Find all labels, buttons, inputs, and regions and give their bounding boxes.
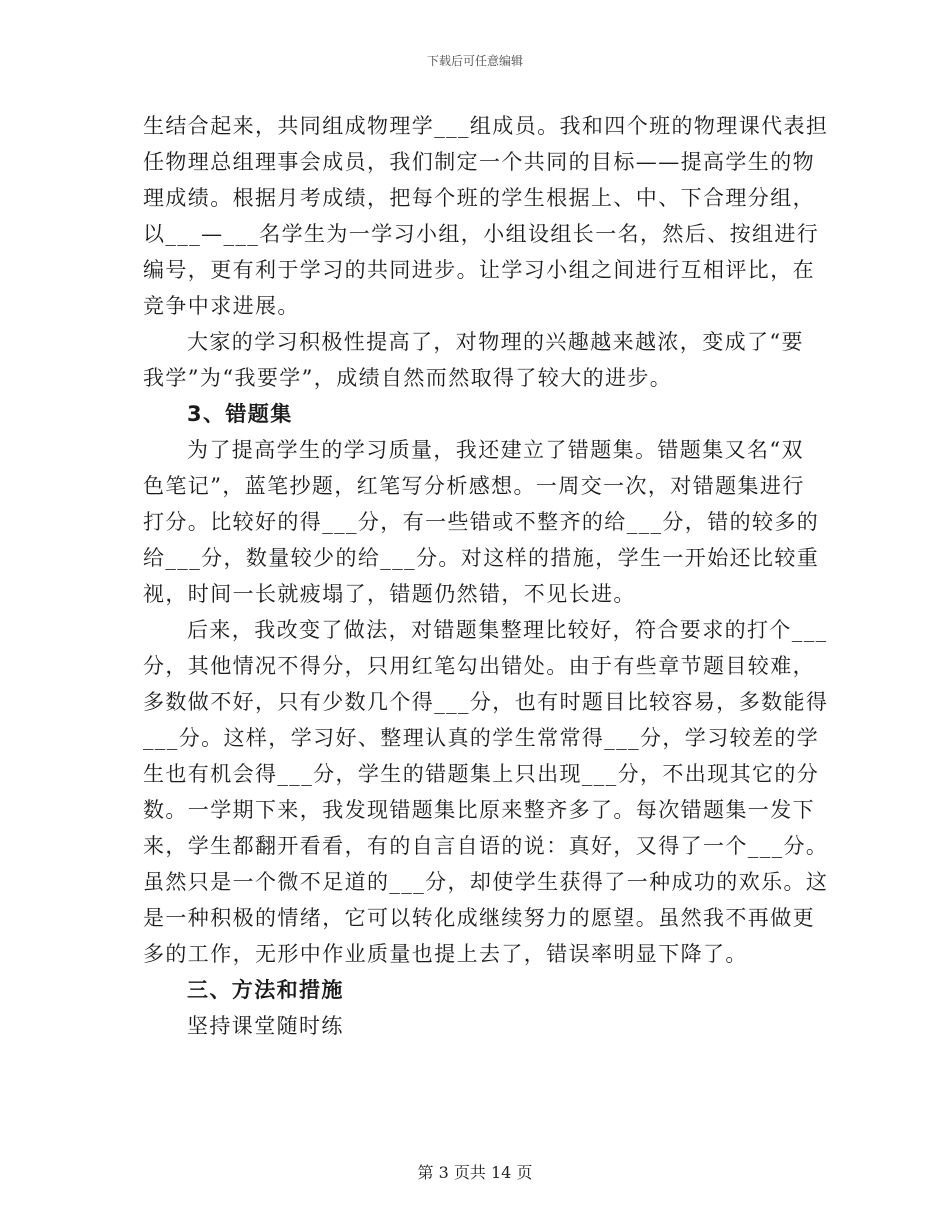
text-line: 多数做不好，只有少数几个得___分，也有时题目比较容易，多数能得 bbox=[143, 690, 829, 714]
text-line: 是一种积极的情绪，它可以转化成继续努力的愿望。虽然我不再做更 bbox=[143, 906, 815, 930]
header-note: 下载后可任意编辑 bbox=[426, 54, 523, 68]
text-line: 编号，更有利于学习的共同进步。让学习小组之间进行互相评比，在 bbox=[143, 258, 815, 282]
text-line: ___分。这样，学习好、整理认真的学生常常得___分，学习较差的学 bbox=[143, 726, 820, 750]
text-line: 竞争中求进展。 bbox=[143, 294, 300, 318]
text-line: 理成绩。根据月考成绩，把每个班的学生根据上、中、下合理分组， bbox=[143, 186, 815, 210]
text-line: 色笔记”，蓝笔抄题，红笔写分析感想。一周交一次，对错题集进行 bbox=[143, 474, 805, 498]
text-line: 生也有机会得___分，学生的错题集上只出现___分，不出现其它的分 bbox=[143, 762, 820, 786]
document-body bbox=[143, 108, 829, 1044]
section-heading: 三、方法和措施 bbox=[187, 978, 344, 1002]
text-line: 多的工作，无形中作业质量也提上去了，错误率明显下降了。 bbox=[143, 942, 748, 966]
paragraph-start: 大家的学习积极性提高了，对物理的兴趣越来越浓，变成了“要 bbox=[187, 330, 804, 354]
text-line: 视，时间一长就疲塌了，错题仍然错，不见长进。 bbox=[143, 582, 636, 606]
text-line: 我学”为“我要学”，成绩自然而然取得了较大的进步。 bbox=[143, 366, 673, 390]
text-line: 以___—___名学生为一学习小组，小组设组长一名，然后、按组进行 bbox=[143, 222, 820, 246]
paragraph-start: 坚持课堂随时练 bbox=[187, 1014, 344, 1038]
text-line: 打分。比较好的得___分，有一些错或不整齐的给___分，错的较多的 bbox=[143, 510, 820, 534]
text-line: 给___分，数量较少的给___分。对这样的措施，学生一开始还比较重 bbox=[143, 546, 820, 570]
section-heading: 3、错题集 bbox=[187, 402, 293, 426]
paragraph-start: 后来，我改变了做法，对错题集整理比较好，符合要求的打个___ bbox=[187, 618, 828, 642]
text-line: 来，学生都翻开看看，有的自言自语的说：真好，又得了一个___分。 bbox=[143, 834, 829, 858]
text-line: 数。一学期下来，我发现错题集比原来整齐多了。每次错题集一发下 bbox=[143, 798, 815, 822]
page-number: 第 3 页共 14 页 bbox=[417, 1163, 533, 1182]
text-line: 生结合起来，共同组成物理学___组成员。我和四个班的物理课代表担 bbox=[143, 114, 829, 138]
paragraph-start: 为了提高学生的学习质量，我还建立了错题集。错题集又名“双 bbox=[187, 438, 804, 462]
text-line: 分，其他情况不得分，只用红笔勾出错处。由于有些章节题目较难， bbox=[143, 654, 815, 678]
text-line: 任物理总组理事会成员，我们制定一个共同的目标——提高学生的物 bbox=[143, 150, 815, 174]
text-line: 虽然只是一个微不足道的___分，却使学生获得了一种成功的欢乐。这 bbox=[143, 870, 829, 894]
